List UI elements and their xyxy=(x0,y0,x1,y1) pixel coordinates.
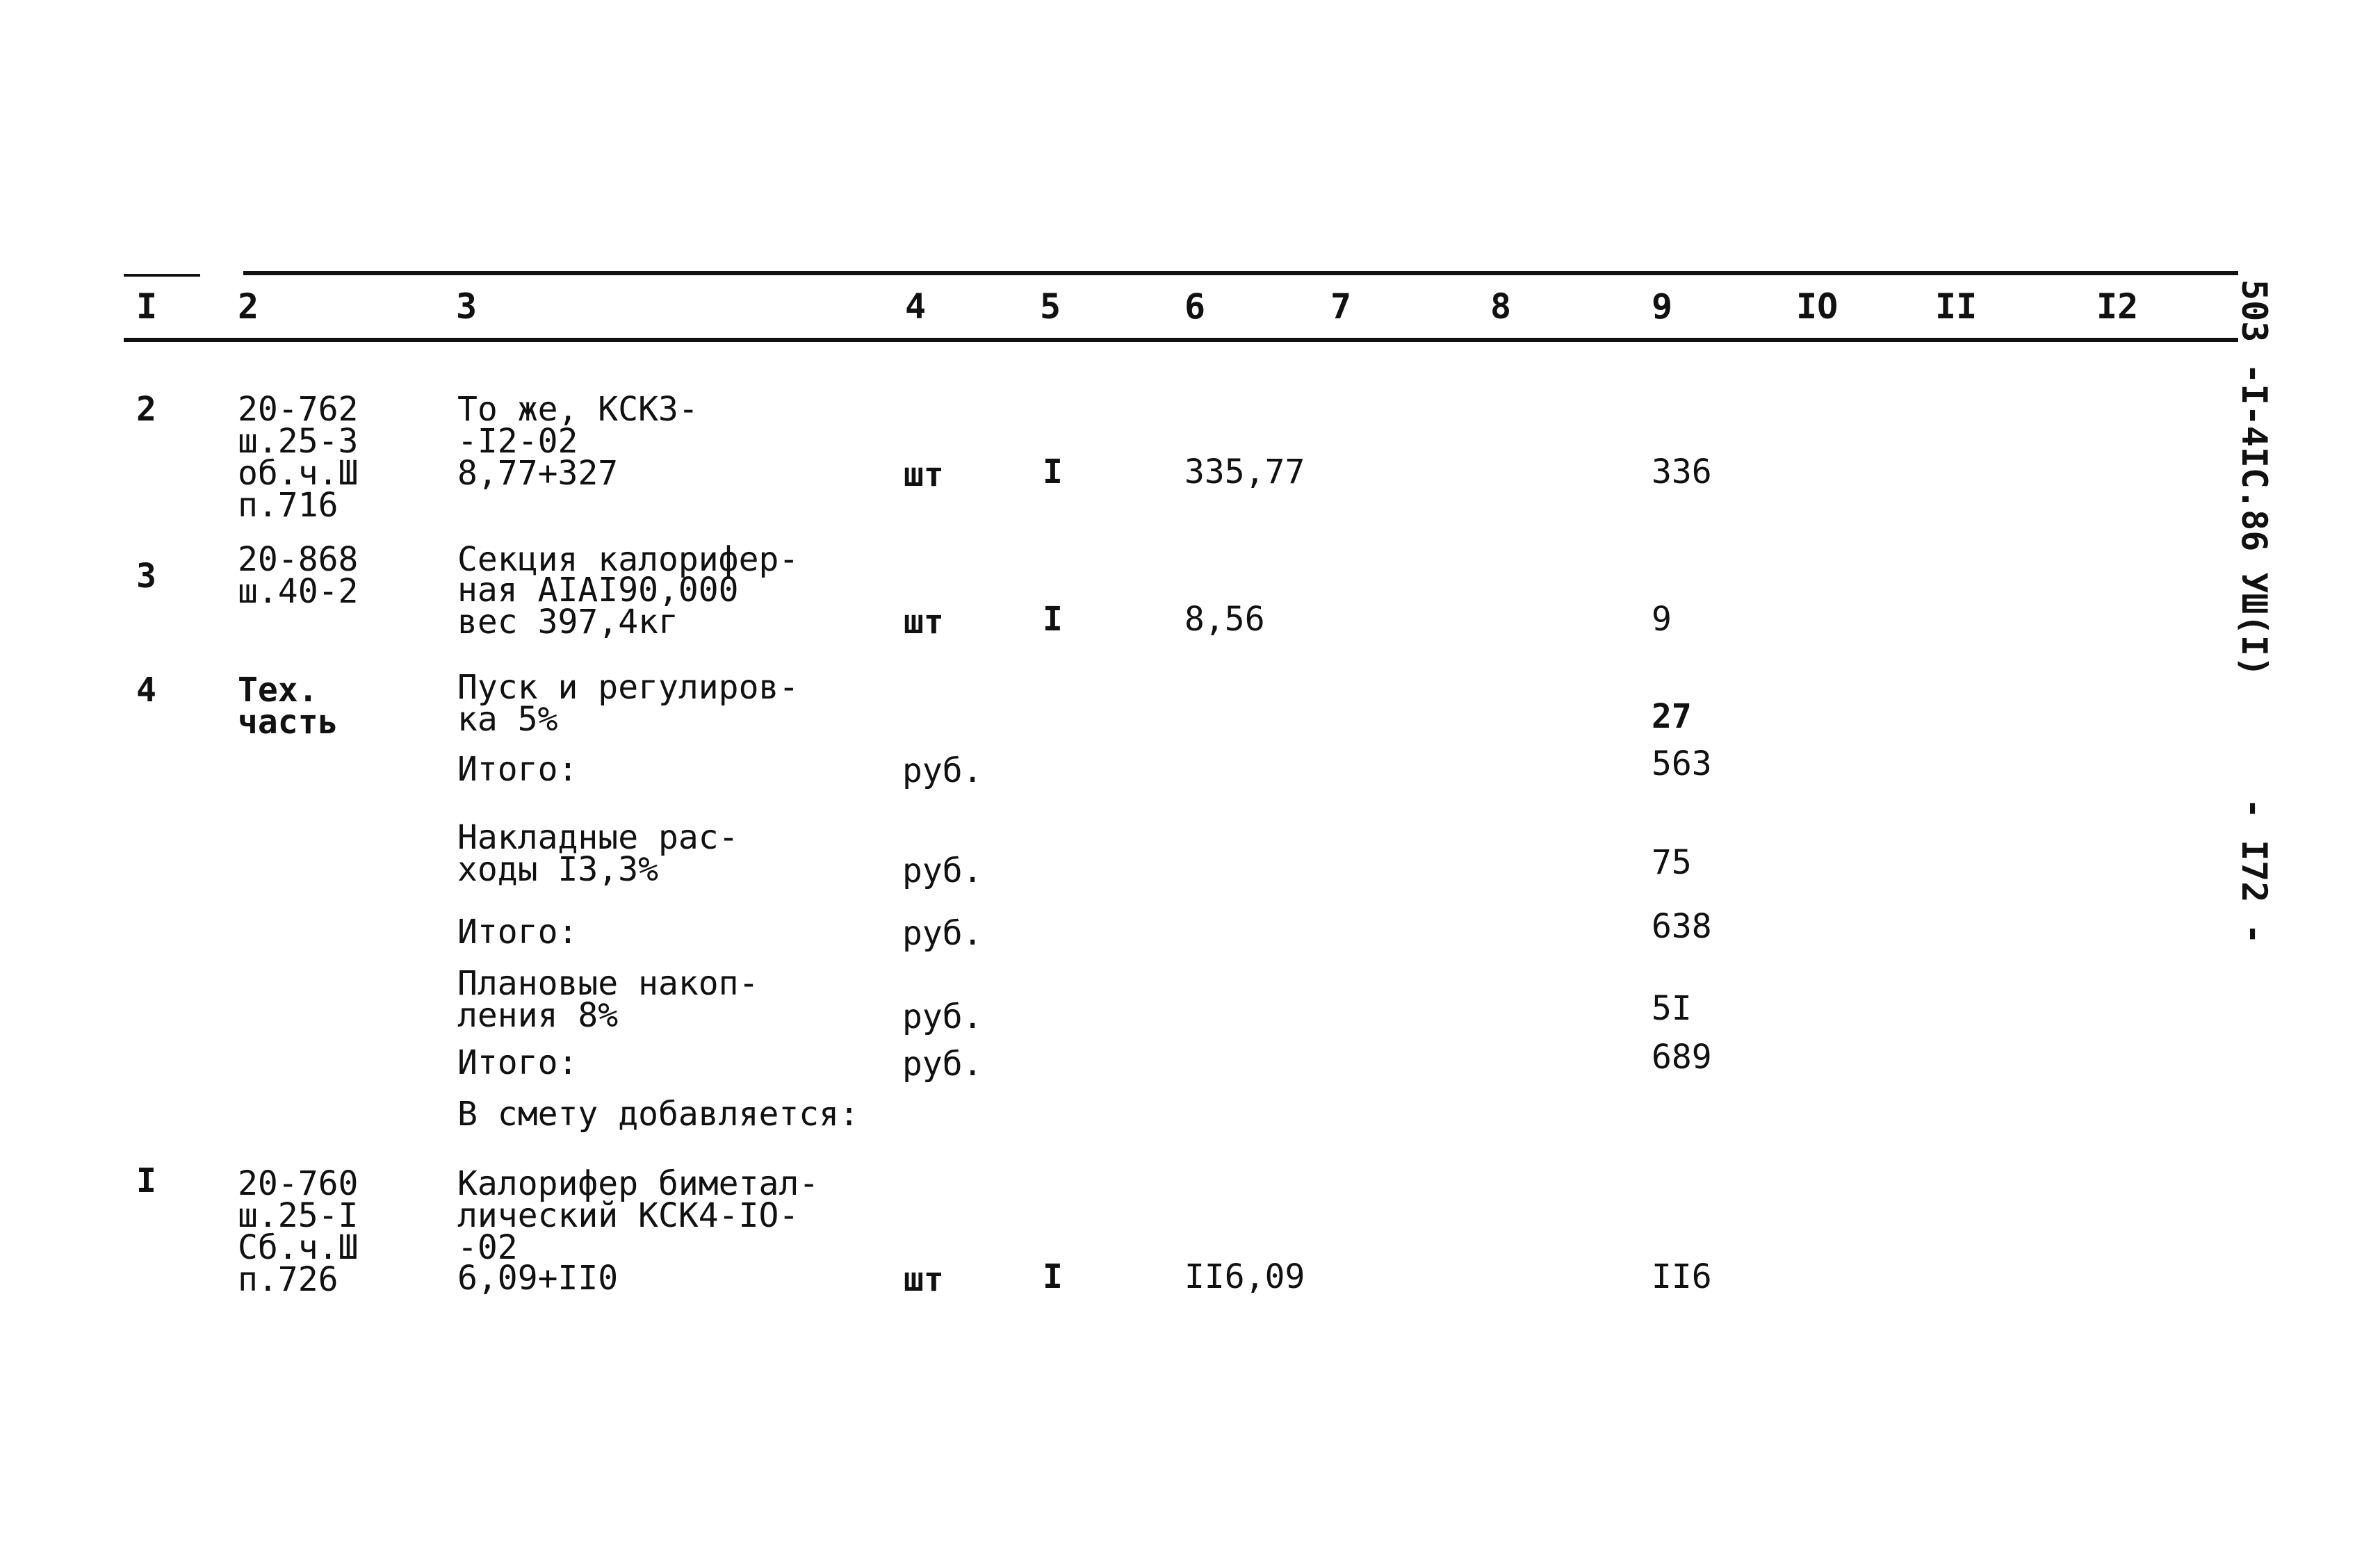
row-total: II6 xyxy=(1652,1257,1712,1296)
summary-total: 638 xyxy=(1652,907,1712,946)
row-reference-line: Сб.ч.Ш xyxy=(238,1228,359,1267)
row-unit: шт xyxy=(904,455,944,494)
row-description-line: лический КСК4-IO- xyxy=(457,1196,799,1235)
row-reference-line: 20-762 xyxy=(238,390,359,429)
row-reference-line: ш.40-2 xyxy=(238,572,359,611)
summary-label: Итого: xyxy=(457,1043,578,1082)
summary-unit: руб. xyxy=(902,851,983,890)
summary-label: ходы I3,3% xyxy=(457,850,658,889)
row-unit-price: II6,09 xyxy=(1184,1257,1305,1296)
row-unit: шт xyxy=(904,1260,944,1299)
column-header-4: 4 xyxy=(905,286,927,327)
row-description-line: Пуск и регулиров- xyxy=(457,668,799,707)
row-quantity: I xyxy=(1043,1257,1063,1296)
row-reference-line: Тех. xyxy=(238,671,318,710)
addition-heading: В смету добавляется: xyxy=(457,1095,859,1134)
row-number: 2 xyxy=(136,390,156,429)
row-description-line: -02 xyxy=(457,1228,518,1267)
column-header-12: I2 xyxy=(2096,286,2139,327)
summary-label: Плановые накоп- xyxy=(457,964,759,1003)
row-unit-price: 8,56 xyxy=(1184,600,1265,639)
summary-unit: руб. xyxy=(902,997,983,1036)
top-rule xyxy=(243,271,2238,275)
summary-unit: руб. xyxy=(902,914,983,953)
row-description-line: 8,77+327 xyxy=(457,454,619,493)
row-description-line: Калорифер биметал- xyxy=(457,1164,820,1203)
row-description-line: Секция калорифер- xyxy=(457,540,799,579)
summary-label: Накладные рас- xyxy=(457,818,739,857)
row-number: 3 xyxy=(136,557,156,596)
summary-total: 689 xyxy=(1652,1038,1712,1077)
column-header-11: II xyxy=(1935,286,1978,327)
row-reference-line: часть xyxy=(238,703,339,742)
summary-label: Итого: xyxy=(457,750,578,789)
summary-total: 75 xyxy=(1652,843,1692,882)
column-header-5: 5 xyxy=(1040,286,1061,327)
row-reference-line: ш.25-3 xyxy=(238,422,359,461)
row-total: 336 xyxy=(1652,452,1712,491)
column-header-1: I xyxy=(136,286,158,327)
row-total: 9 xyxy=(1652,600,1672,639)
row-description-line: ная AIAI90,000 xyxy=(457,571,739,610)
top-rule-short xyxy=(124,274,200,277)
row-description-line: -I2-02 xyxy=(457,422,578,461)
document-code-side-note: 503 -I-4IC.86 УШ(I) xyxy=(2234,279,2274,677)
row-description-line: вес 397,4кг xyxy=(457,603,678,642)
row-description-line: То же, КСК3- xyxy=(457,390,699,429)
column-header-9: 9 xyxy=(1652,286,1673,327)
row-unit-price: 335,77 xyxy=(1184,452,1305,491)
row-total: 27 xyxy=(1652,697,1692,736)
column-header-2: 2 xyxy=(238,286,259,327)
row-reference-line: 20-760 xyxy=(238,1164,359,1203)
summary-unit: руб. xyxy=(902,751,983,790)
column-header-6: 6 xyxy=(1184,286,1206,327)
column-header-7: 7 xyxy=(1330,286,1352,327)
summary-unit: руб. xyxy=(902,1045,983,1084)
row-number: I xyxy=(136,1161,156,1200)
summary-total: 5I xyxy=(1652,989,1692,1028)
column-header-10: IO xyxy=(1796,286,1839,327)
row-quantity: I xyxy=(1043,600,1063,639)
column-header-8: 8 xyxy=(1490,286,1512,327)
row-description-line: ка 5% xyxy=(457,700,558,739)
row-quantity: I xyxy=(1043,452,1063,491)
row-number: 4 xyxy=(136,671,156,710)
header-rule xyxy=(124,338,2238,342)
summary-total: 563 xyxy=(1652,744,1712,783)
row-reference-line: ш.25-I xyxy=(238,1196,359,1235)
row-reference-line: 20-868 xyxy=(238,540,359,579)
row-unit: шт xyxy=(904,603,944,642)
row-description-line: 6,09+II0 xyxy=(457,1259,619,1298)
row-reference-line: п.716 xyxy=(238,486,339,525)
column-header-3: 3 xyxy=(456,286,478,327)
row-reference-line: п.726 xyxy=(238,1260,339,1299)
page-number-side-note: - I72 - xyxy=(2234,798,2274,945)
row-reference-line: об.ч.Ш xyxy=(238,454,359,493)
summary-label: ления 8% xyxy=(457,996,619,1035)
summary-label: Итого: xyxy=(457,913,578,952)
